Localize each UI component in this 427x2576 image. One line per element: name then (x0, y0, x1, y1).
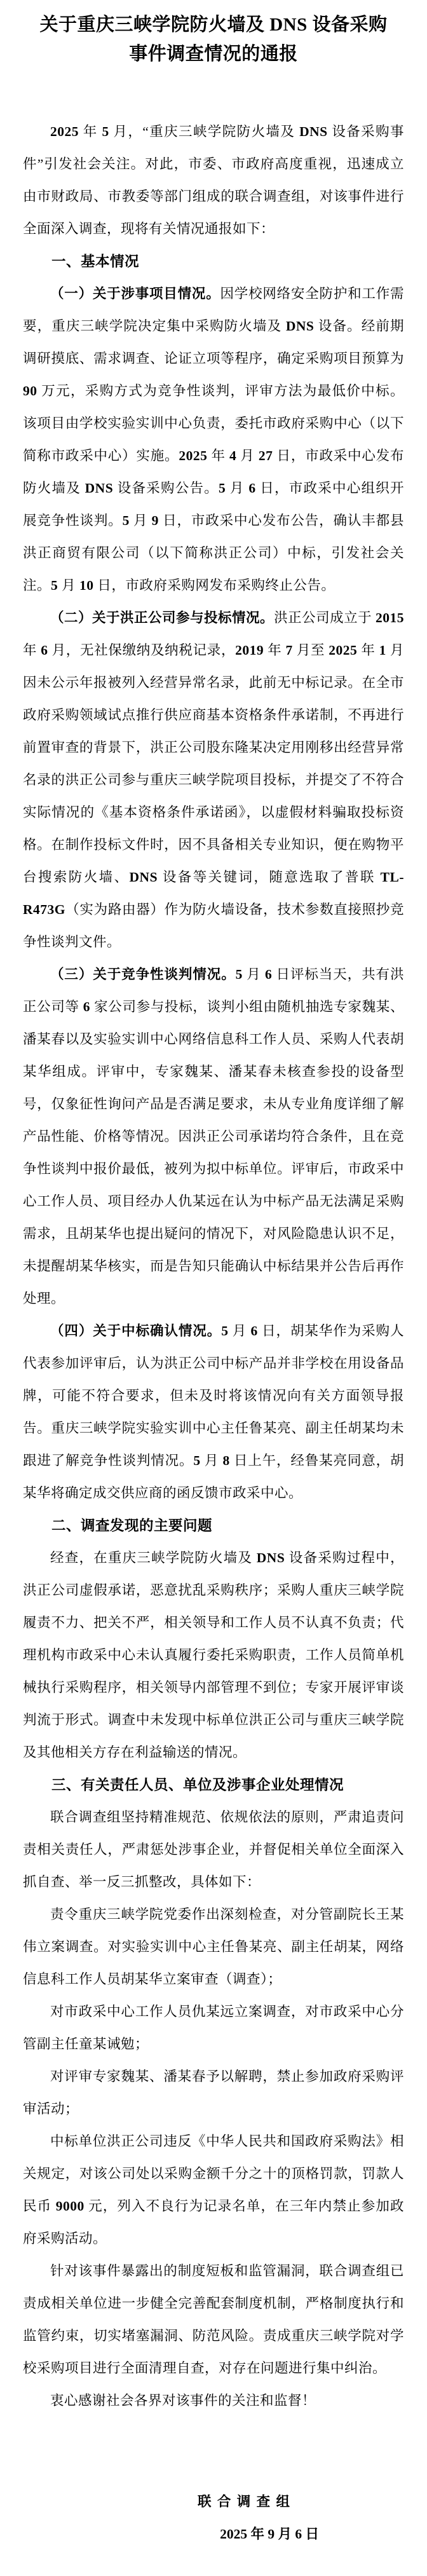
body-paragraph: 对市政采中心工作人员仇某远立案调查，对市政采中心分管副主任童某诫勉； (23, 2004, 404, 2052)
document-body (23, 116, 404, 2417)
body-paragraph: 对评审专家魏某、潘某春予以解聘，禁止参加政府采购评审活动； (23, 2069, 404, 2116)
document-title (23, 10, 404, 69)
body-paragraph: 2025 年 5 月，“重庆三峡学院防火墙及 DNS 设备采购事件”引发社会关注。对此，市委、市政府高度重视，迅速成立由市财政局、市教委等部门组成的联合调查组，对该事件进行全面深入调查，现将有关情况通报如下： (23, 124, 404, 236)
body-paragraph: （二）关于洪正公司参与投标情况。洪正公司成立于 2015 年 6 月，无社保缴纳及纳税记录，2019 年 7 月至 2025 年 1 月因未公示年报被列入经营异常名录，此前无中标记录。在全市政府采购领域试点推行供应商基本资格条件承诺制，不再进行前置审查的背景下，洪正公司股东隆某决定用刚移出经营异常名录的洪正公司参与重庆三峡学院项目投标，并提交了不符合实际情况的《基本资格条件承诺函》，以虚假材料骗取投标资格。在制作投标文件时，因不具备相关专业知识，便在购物平台搜索防火墙、DNS 设备等关键词，随意选取了普联 TL-R473G（实为路由器）作为防火墙设备，技术参数直接照抄竞争性谈判文件。 (23, 610, 404, 950)
document-title-line1: 关于重庆三峡学院防火墙及 DNS 设备采购 (39, 15, 388, 35)
body-paragraph: 衷心感谢社会各界对该事件的关注和监督！ (50, 2393, 316, 2408)
body-paragraph: 针对该事件暴露出的制度短板和监管漏洞，联合调查组已责成相关单位进一步健全完善配套制度机制，严格制度执行和监管约束，切实堵塞漏洞、防范风险。责成重庆三峡学院对学校采购项目进行全面清理自查，对存在问题进行集中纠治。 (23, 2263, 404, 2376)
body-paragraph: （一）关于涉事项目情况。因学校网络安全防护和工作需要，重庆三峡学院决定集中采购防火墙及 DNS 设备。经前期调研摸底、需求调查、论证立项等程序，确定采购项目预算为 90 万元，采购方式为竞争性谈判，评审方法为最低价中标。该项目由学校实验实训中心负责，委托市政府采购中心（以下简称市政采中心）实施。2025 年 4 月 27 日，市政采中心发布防火墙及 DNS 设备采购公告。5 月 6 日，市政采中心组织开展竞争性谈判。5 月 9 日，市政采中心发布公告，确认丰都县洪正商贸有限公司（以下简称洪正公司）中标，引发社会关注。5 月 10 日，市政府采购网发布采购终止公告。 (23, 286, 404, 593)
section-heading: 二、调查发现的主要问题 (51, 1518, 213, 1534)
body-paragraph: （四）关于中标确认情况。5 月 6 日，胡某华作为采购人代表参加评审后，认为洪正公司中标产品并非学校在用设备品牌，可能不符合要求，但未及时将该情况向有关方面领导报告。重庆三峡学院实验实训中心主任鲁某亮、副主任胡某均未跟进了解竞争性谈判情况。5 月 8 日上午，经鲁某亮同意，胡某华将确定成交供应商的函反馈市政采中心。 (23, 1323, 404, 1501)
section-heading: 一、基本情况 (51, 254, 140, 269)
body-paragraph: 中标单位洪正公司违反《中华人民共和国政府采购法》相关规定，对该公司处以采购金额千分之十的顶格罚款，罚款人民币 9000 元，列入不良行为记录名单，在三年内禁止参加政府采购活动。 (23, 2134, 404, 2246)
signature-org: 联 合 调 查 组 (197, 2494, 291, 2509)
paragraph-lead: （一）关于涉事项目情况。 (50, 286, 220, 301)
signature-block (23, 2486, 404, 2551)
section-heading: 三、有关责任人员、单位及涉事企业处理情况 (51, 1777, 344, 1793)
signature-date: 2025 年 9 月 6 日 (220, 2526, 319, 2542)
document-title-line2: 事件调查情况的通报 (129, 44, 298, 64)
body-paragraph: 经查，在重庆三峡学院防火墙及 DNS 设备采购过程中，洪正公司虚假承诺，恶意扰乱采购秩序；采购人重庆三峡学院履责不力、把关不严，相关领导和工作人员不认真不负责；代理机构市政采中心未认真履行委托采购职责，工作人员简单机械执行采购程序，相关领导内部管理不到位；专家开展评审谈判流于形式。调查中未发现中标单位洪正公司与重庆三峡学院及其他相关方存在利益输送的情况。 (23, 1550, 404, 1760)
paragraph-lead: （三）关于竞争性谈判情况。 (50, 967, 236, 982)
paragraph-lead: （二）关于洪正公司参与投标情况。 (50, 610, 274, 625)
body-paragraph: 责令重庆三峡学院党委作出深刻检查，对分管副院长王某伟立案调查。对实验实训中心主任鲁某亮、副主任胡某，网络信息科工作人员胡某华立案审查（调查）； (23, 1907, 404, 1987)
body-paragraph: （三）关于竞争性谈判情况。5 月 6 日评标当天，共有洪正公司等 6 家公司参与投标，谈判小组由随机抽选专家魏某、潘某春以及实验实训中心网络信息科工作人员、采购人代表胡某华组成。评审中，专家魏某、潘某春未核查参投的设备型号，仅象征性询问产品是否满足要求，未从专业角度详细了解产品性能、价格等情况。因洪正公司承诺均符合条件，且在竞争性谈判中报价最低，被列为拟中标单位。评审后，市政采中心工作人员、项目经办人仇某远在认为中标产品无法满足采购需求，且胡某华也提出疑问的情况下，对风险隐患认识不足，未提醒胡某华核实，而是告知只能确认中标结果并公告后再作处理。 (23, 967, 404, 1306)
paragraph-lead: （四）关于中标确认情况。 (50, 1323, 222, 1339)
body-paragraph: 联合调查组坚持精准规范、依规依法的原则，严肃追责问责相关责任人，严肃惩处涉事企业，并督促相关单位全面深入抓自查、举一反三抓整改，具体如下： (23, 1809, 404, 1890)
